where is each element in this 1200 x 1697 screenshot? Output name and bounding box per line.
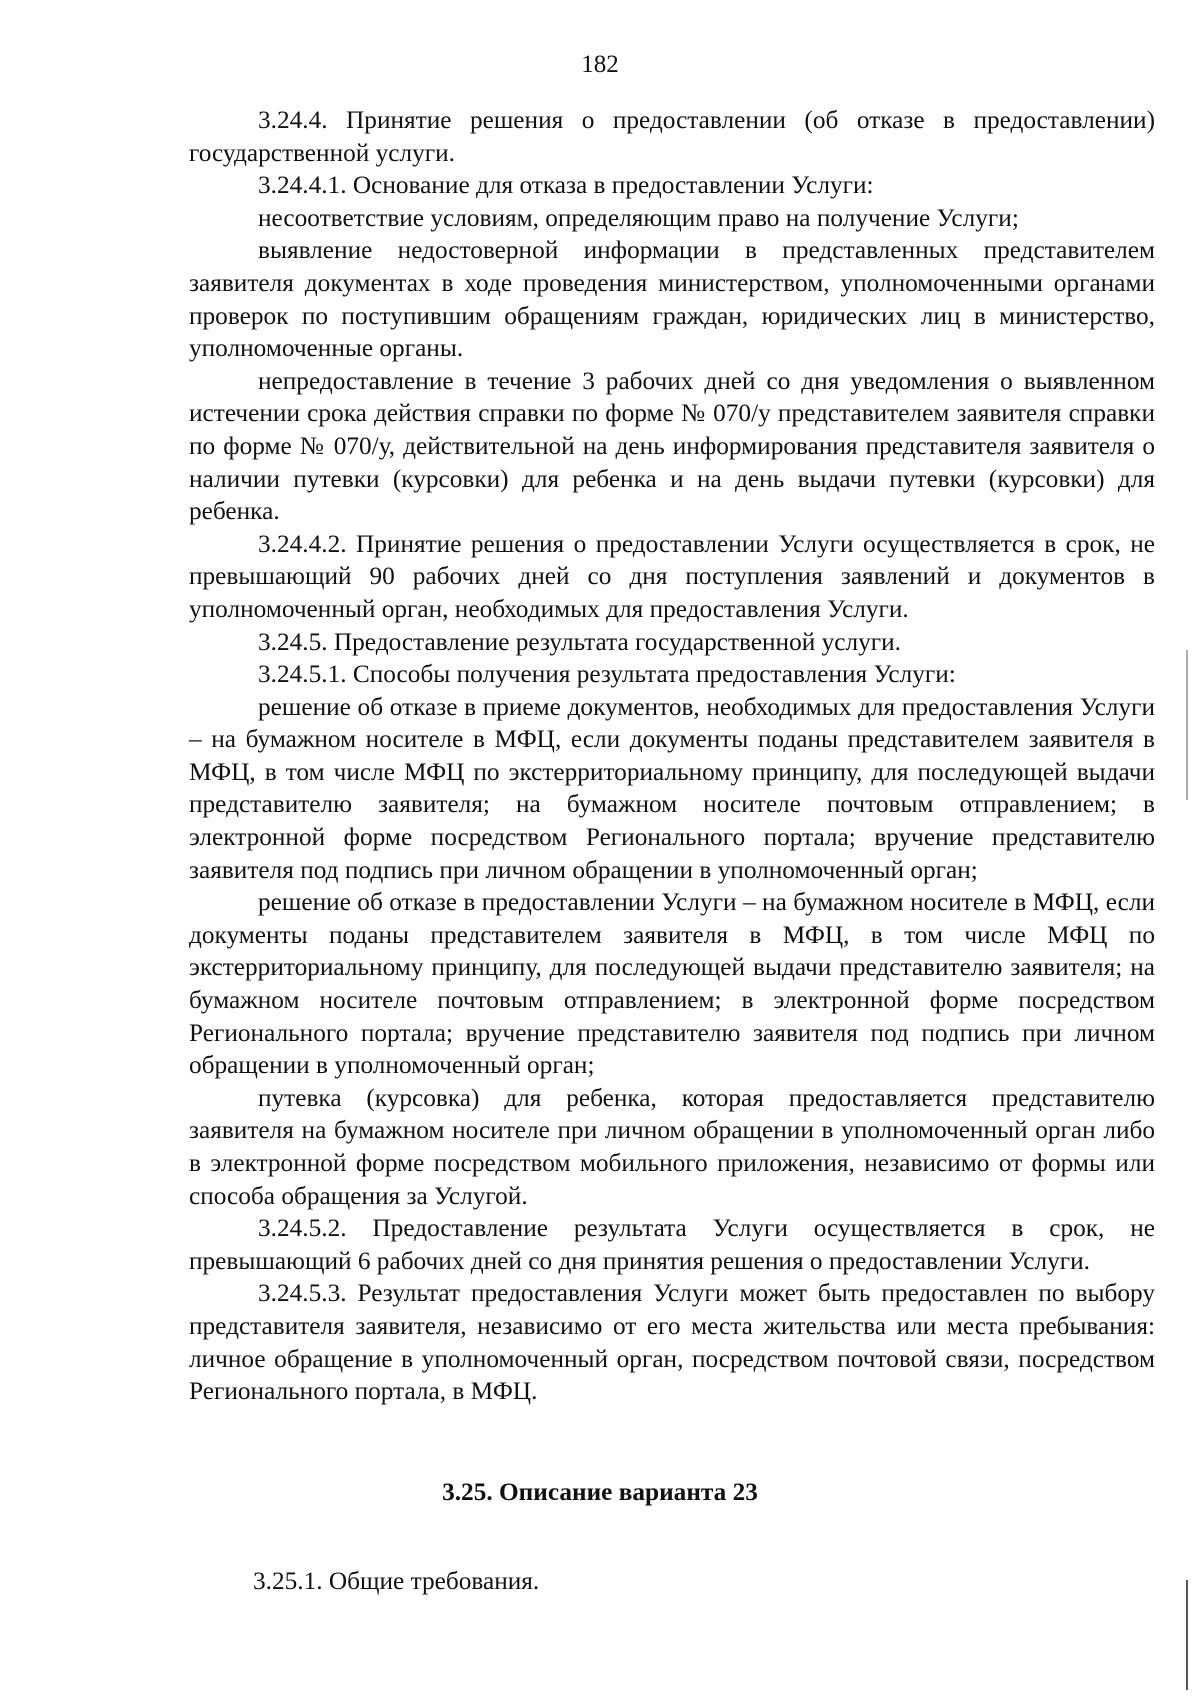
section-heading: 3.25. Описание варианта 23 xyxy=(442,1478,758,1506)
scan-edge-mark xyxy=(1186,1580,1188,1690)
scan-edge-mark xyxy=(1186,650,1188,800)
subsection-title: 3.25.1. Общие требования. xyxy=(253,1567,540,1595)
paragraph: несоответствие условиям, определяющим право на получение Услуги; xyxy=(258,203,1019,232)
page-number: 182 xyxy=(581,51,619,78)
paragraph: 3.24.5.3. Результат предоставления Услуги может быть предоставлен по выбору представителя заявителя, независимо от его места жительства или места пребывания: личное обращение в уполномоченный орган, посредством почтовой связи, посредством Регионального портала, в МФЦ. xyxy=(189,1279,1155,1406)
paragraph: выявление недостоверной информации в представленных представителем заявителя документах в ходе проведения министерством, уполномоченными органами проверок по поступившим обращениям граждан, юридических лиц в министерство, уполномоченные органы. xyxy=(189,236,1155,363)
paragraph: путевка (курсовка) для ребенка, которая предоставляется представителю заявителя на бумажном носителе при личном обращении в уполномоченный орган либо в электронной форме посредством мобильного приложения, независимо от формы или способа обращения за Услугой. xyxy=(189,1083,1155,1210)
paragraph: 3.24.5.2. Предоставление результата Услуги осуществляется в срок, не превышающий 6 рабочих дней со дня принятия решения о предоставлении Услуги. xyxy=(189,1214,1155,1275)
paragraph: 3.24.4.2. Принятие решения о предоставлении Услуги осуществляется в срок, не превышающий 90 рабочих дней со дня поступления заявлений и документов в уполномоченный орган, необходимых для предоставления Услуги. xyxy=(189,529,1155,623)
paragraph: 3.24.4.1. Основание для отказа в предоставлении Услуги: xyxy=(258,171,874,200)
body-text xyxy=(189,104,1155,1408)
paragraph: решение об отказе в приеме документов, необходимых для предоставления Услуги – на бумажном носителе в МФЦ, если документы поданы представителем заявителя в МФЦ, в том числе МФЦ по экстерриториальному принципу, для последующей выдачи представителю заявителя; на бумажном носителе почтовым отправлением; в электронной форме посредством Регионального портала; вручение представителю заявителя под подпись при личном обращении в уполномоченный орган; xyxy=(189,692,1155,884)
paragraph: 3.24.5. Предоставление результата государственной услуги. xyxy=(258,627,901,656)
paragraph: решение об отказе в предоставлении Услуги – на бумажном носителе в МФЦ, если документы поданы представителем заявителя в МФЦ, в том числе МФЦ по экстерриториальному принципу, для последующей выдачи представителю заявителя; на бумажном носителе почтовым отправлением; в электронной форме посредством Регионального портала; вручение представителю заявителя под подпись при личном обращении в уполномоченный орган; xyxy=(189,888,1155,1080)
paragraph: непредоставление в течение 3 рабочих дней со дня уведомления о выявленном истечении срока действия справки по форме № 070/у представителем заявителя справки по форме № 070/у, действительной на день информирования представителя заявителя о наличии путевки (курсовки) для ребенка и на день выдачи путевки (курсовки) для ребенка. xyxy=(189,366,1155,526)
paragraph: 3.24.5.1. Способы получения результата предоставления Услуги: xyxy=(258,660,956,689)
paragraph: 3.24.4. Принятие решения о предоставлении (об отказе в предоставлении) государственной услуги. xyxy=(189,106,1155,167)
